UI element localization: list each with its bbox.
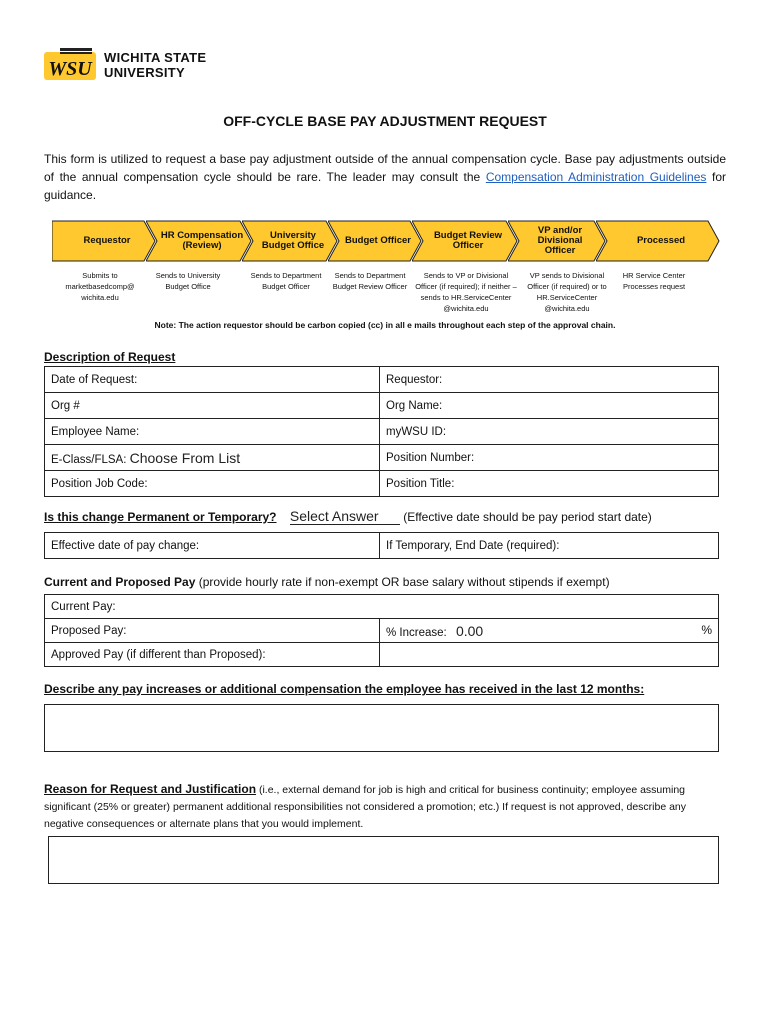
- current-pay-field[interactable]: [45, 595, 719, 619]
- table-row: [45, 619, 719, 643]
- university-name: [104, 50, 206, 80]
- reason-textbox[interactable]: [48, 836, 719, 884]
- workflow-step-label: HR Compensation (Review): [160, 230, 244, 251]
- effective-date-label: Effective date of pay change:: [51, 539, 200, 552]
- org-number-field[interactable]: [45, 393, 380, 419]
- description-table: [44, 366, 719, 497]
- table-row: [45, 595, 719, 619]
- workflow-step: [412, 220, 518, 262]
- percent-increase-label: % Increase:: [386, 626, 447, 639]
- employee-name-label: Employee Name:: [51, 425, 140, 438]
- position-title-label: Position Title:: [386, 477, 455, 490]
- workflow-step-description: Sends to University Budget Office: [155, 271, 221, 291]
- workflow-step-description: Sends to VP or Divisional Officer (if required); if neither – sends to HR.ServiceCenter @wichita.edu: [415, 271, 517, 313]
- eclass-flsa-label: E-Class/FLSA:: [51, 453, 127, 466]
- workflow-step-description: Submits to marketbasedcomp@ wichita.edu: [65, 271, 135, 302]
- position-title-field[interactable]: [380, 471, 719, 497]
- intro-suffix: for guidance.: [44, 170, 726, 202]
- wsu-logo: [44, 46, 244, 86]
- table-row: [45, 643, 719, 667]
- eclass-flsa-field: [45, 445, 380, 471]
- table-row: [45, 367, 719, 393]
- dates-table: [44, 532, 719, 559]
- reason-heading: Reason for Request and Justification: [44, 782, 257, 796]
- workflow-step: [508, 220, 606, 262]
- proposed-pay-field[interactable]: [45, 619, 380, 643]
- workflow-step: [52, 220, 156, 262]
- intro-paragraph: [44, 150, 726, 204]
- end-date-label: If Temporary, End Date (required):: [386, 539, 560, 552]
- change-type-dropdown[interactable]: Select Answer: [290, 508, 400, 525]
- mywsu-id-field[interactable]: [380, 419, 719, 445]
- table-row: [45, 471, 719, 497]
- svg-text:WSU: WSU: [48, 58, 92, 80]
- reason-instructions: (i.e., external demand for job is high and critical for business continuity; employee assuming significant (25% or greater) permanent additional responsibilities not considered a promotion; etc.) If request is not approved, describe any negative consequences or alternate plans that you would implement.: [44, 784, 687, 830]
- workflow-step: [146, 220, 252, 262]
- table-row: [45, 533, 719, 559]
- org-number-label: Org #: [51, 399, 80, 412]
- university-name-line2: UNIVERSITY: [104, 65, 186, 80]
- table-row: [45, 393, 719, 419]
- workflow-step-label: University Budget Office: [261, 230, 325, 251]
- employee-name-field[interactable]: [45, 419, 380, 445]
- page-title: OFF-CYCLE BASE PAY ADJUSTMENT REQUEST: [223, 113, 547, 129]
- position-job-code-field[interactable]: [45, 471, 380, 497]
- percent-increase-field: [380, 619, 719, 643]
- percent-increase-value[interactable]: 0.00: [455, 622, 484, 639]
- change-type-row: [44, 508, 734, 525]
- table-row: [45, 419, 719, 445]
- proposed-pay-label: Proposed Pay:: [51, 624, 127, 637]
- workflow-step-label: Budget Review Officer: [433, 230, 503, 251]
- date-of-request-label: Date of Request:: [51, 373, 138, 386]
- table-row: [45, 445, 719, 471]
- position-job-code-label: Position Job Code:: [51, 477, 148, 490]
- date-of-request-field[interactable]: [45, 367, 380, 393]
- position-number-field[interactable]: [380, 445, 719, 471]
- workflow-step-description: VP sends to Divisional Officer (if required) or to HR.ServiceCenter @wichita.edu: [527, 271, 607, 313]
- approval-workflow: [52, 220, 720, 262]
- pay-table: [44, 594, 719, 667]
- reason-paragraph: [44, 781, 726, 833]
- workflow-step-label: Processed: [636, 235, 686, 246]
- effective-date-note: (Effective date should be pay period start date): [403, 510, 652, 524]
- workflow-step: [328, 220, 422, 262]
- current-pay-label: Current Pay:: [51, 600, 116, 613]
- end-date-field[interactable]: [380, 533, 719, 559]
- workflow-step-description: Sends to Department Budget Officer: [250, 271, 322, 291]
- workflow-step: [596, 220, 720, 262]
- workflow-step: [242, 220, 338, 262]
- effective-date-field[interactable]: [45, 533, 380, 559]
- pay-increases-textbox[interactable]: [44, 704, 719, 752]
- requestor-field[interactable]: [380, 367, 719, 393]
- approved-pay-label: Approved Pay (if different than Proposed):: [51, 648, 266, 661]
- workflow-step-label: Requestor: [83, 235, 131, 246]
- org-name-field[interactable]: [380, 393, 719, 419]
- eclass-flsa-dropdown[interactable]: Choose From List: [129, 449, 241, 466]
- workflow-step-label: VP and/or Divisional Officer: [537, 225, 583, 256]
- approved-pay-empty-cell: [380, 643, 719, 667]
- guidelines-link[interactable]: Compensation Administration Guidelines: [485, 170, 707, 184]
- wsu-shocker-logo-icon: [44, 46, 100, 84]
- approved-pay-field[interactable]: [45, 643, 380, 667]
- description-heading: Description of Request: [44, 350, 176, 364]
- pay-heading: [44, 575, 744, 589]
- mywsu-id-label: myWSU ID:: [386, 425, 447, 438]
- pay-heading-title: Current and Proposed Pay: [44, 575, 196, 589]
- position-number-label: Position Number:: [386, 451, 475, 464]
- workflow-note: Note: The action requestor should be carbon copied (cc) in all e mails throughout each step of the approval chain.: [154, 320, 616, 330]
- change-type-question: Is this change Permanent or Temporary?: [44, 510, 277, 524]
- percent-sign: %: [701, 622, 712, 637]
- pay-increases-heading: Describe any pay increases or additional compensation the employee has received in the last 12 months:: [44, 682, 645, 696]
- pay-heading-note: (provide hourly rate if non-exempt OR base salary without stipends if exempt): [195, 575, 610, 589]
- workflow-step-description: Sends to Department Budget Review Officer: [332, 271, 408, 291]
- requestor-label: Requestor:: [386, 373, 443, 386]
- org-name-label: Org Name:: [386, 399, 443, 412]
- university-name-line1: WICHITA STATE: [104, 50, 207, 65]
- intro-text: This form is utilized to request a base pay adjustment outside of the annual compensation cycle. Base pay adjustments outside of the annual compensation cycle should be rare. The leader may consult the: [44, 152, 726, 184]
- workflow-step-label: Budget Officer: [345, 235, 411, 246]
- workflow-step-description: HR Service Center Processes request: [622, 271, 686, 291]
